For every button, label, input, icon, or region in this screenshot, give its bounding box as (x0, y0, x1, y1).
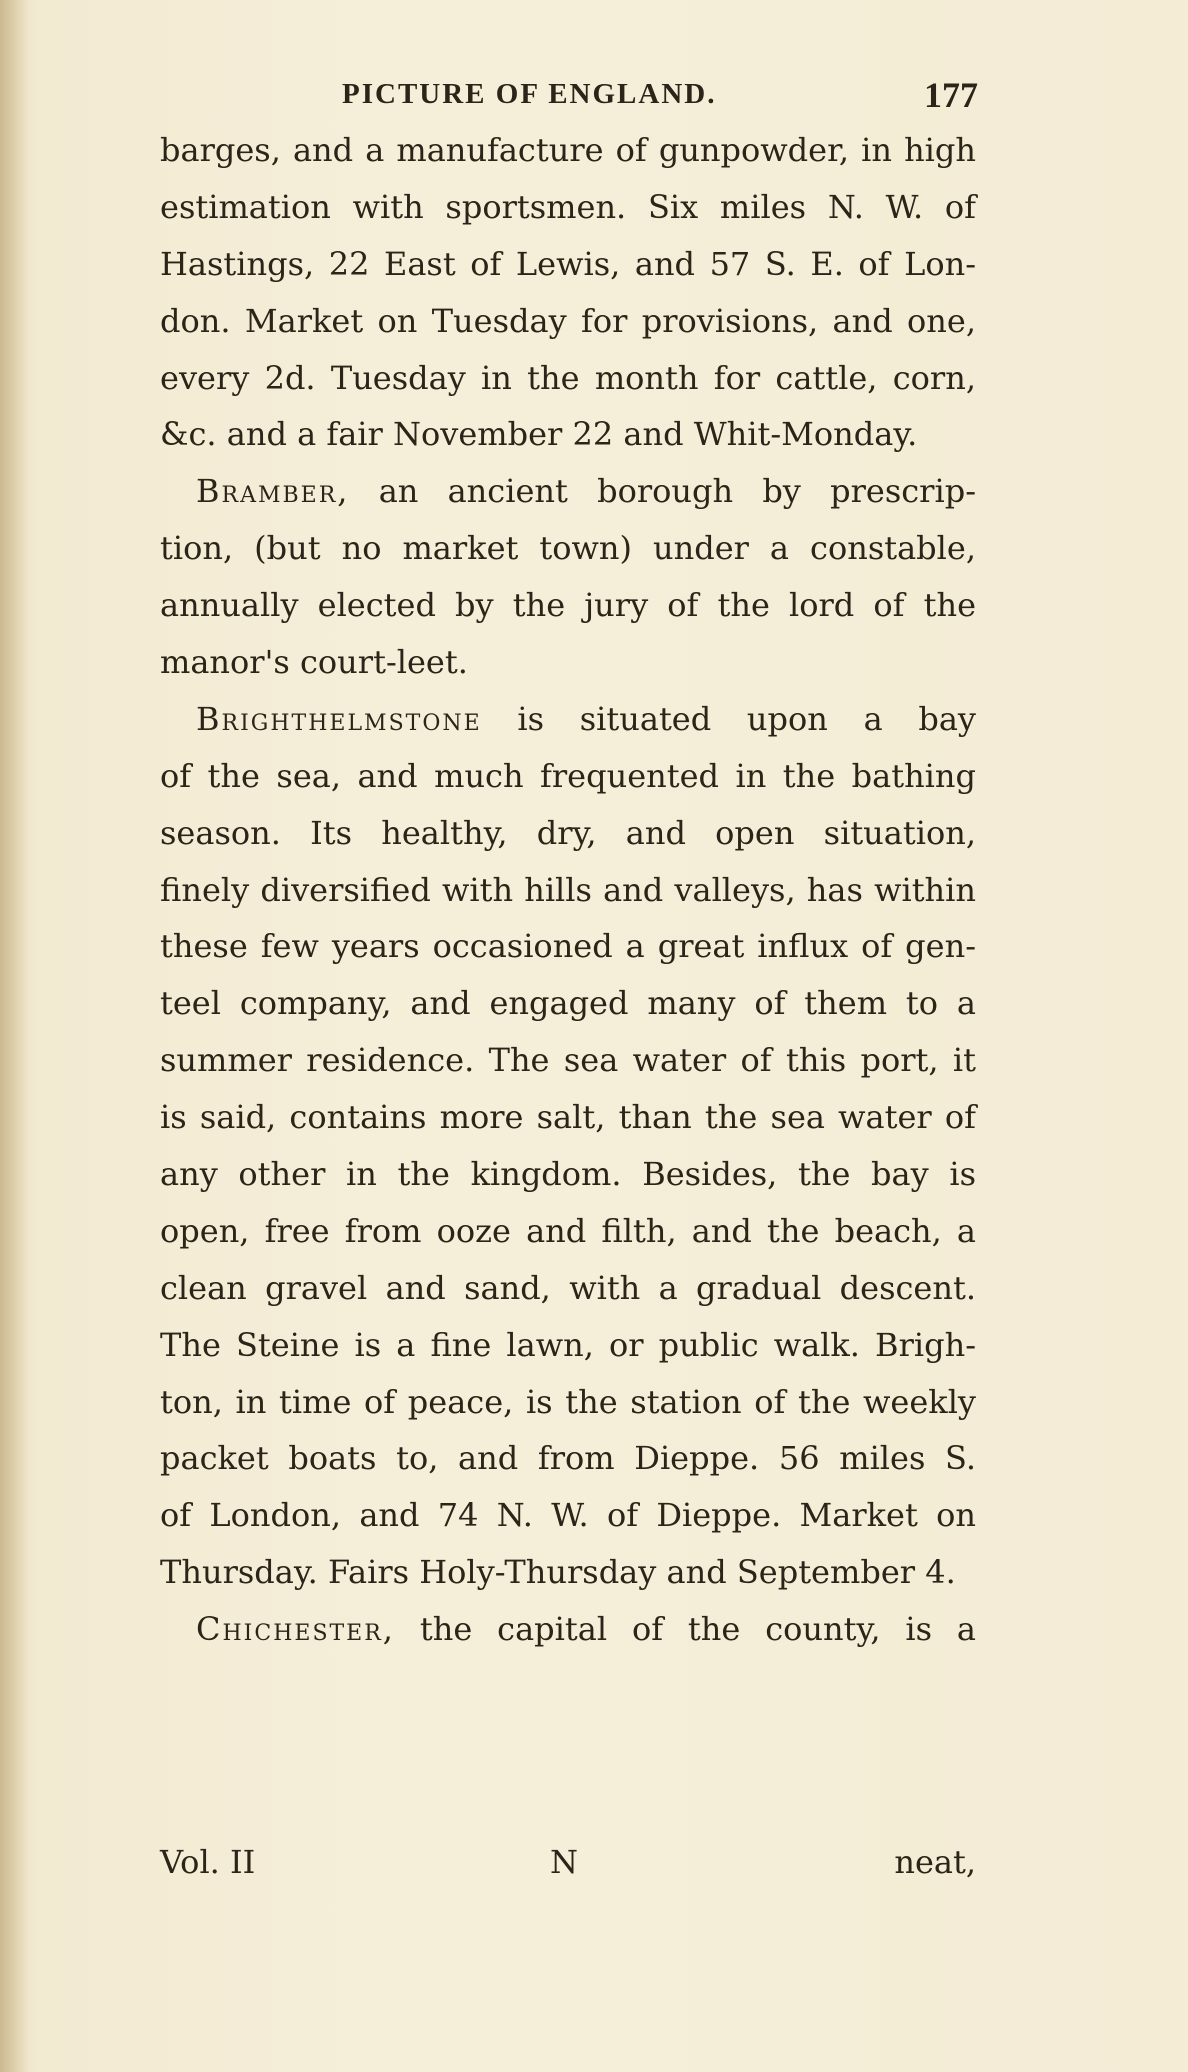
text-line (160, 236, 976, 293)
line-text: teel company, and engaged many of them to a (160, 984, 976, 1023)
entry-heading: Brighthelmstone (196, 699, 482, 738)
text-line (160, 1260, 976, 1317)
text-line (160, 691, 976, 748)
text-line (160, 293, 976, 350)
line-text: Thursday. Fairs Holy-Thursday and September 4. (160, 1553, 956, 1592)
line-text: ton, in time of peace, is the station of the weekly (160, 1382, 976, 1421)
line-text: an ancient borough by prescrip- (349, 472, 976, 511)
text-line (160, 634, 976, 691)
line-text: finely diversified with hills and valleys, has within (160, 870, 976, 909)
text-line (160, 1032, 976, 1089)
line-text: these few years occasioned a great influx of gen- (160, 927, 976, 966)
entry-heading: Bramber, (196, 472, 350, 511)
line-text: every 2d. Tuesday in the month for cattle, corn, (160, 358, 976, 397)
volume-label: Vol. II (160, 1843, 256, 1881)
line-text: barges, and a manufacture of gunpowder, in high (160, 131, 976, 169)
entry-heading: Chichester, (196, 1610, 395, 1649)
line-text: estimation with sportsmen. Six miles N. W. of (160, 187, 976, 226)
signature-mark: N (550, 1843, 578, 1881)
line-text: of London, and 74 N. W. of Dieppe. Market on (160, 1496, 976, 1535)
body-text (160, 122, 976, 1658)
text-line (160, 1374, 976, 1431)
text-line (160, 862, 976, 919)
text-line (160, 350, 976, 407)
line-text: tion, (but no market town) under a constable, (160, 529, 976, 568)
text-line (160, 179, 976, 236)
line-text: is said, contains more salt, than the sea water of (160, 1098, 976, 1137)
line-text: open, free from ooze and filth, and the beach, a (160, 1211, 976, 1250)
text-line (160, 1544, 976, 1601)
line-text: Hastings, 22 East of Lewis, and 57 S. E. of Lon- (160, 244, 976, 283)
text-line (160, 748, 976, 805)
running-title: PICTURE OF ENGLAND. (342, 78, 717, 110)
line-text: clean gravel and sand, with a gradual descent. (160, 1268, 976, 1307)
line-text: any other in the kingdom. Besides, the bay is (160, 1155, 976, 1194)
text-line (160, 577, 976, 634)
catchword: neat, (894, 1843, 976, 1881)
line-text: The Steine is a fine lawn, or public walk. Brigh- (160, 1325, 976, 1364)
line-text: of the sea, and much frequented in the bathing (160, 756, 976, 795)
line-text: season. Its healthy, dry, and open situation, (160, 813, 976, 852)
running-head (0, 75, 1188, 122)
line-text: &c. and a fair November 22 and Whit-Monday. (160, 415, 918, 454)
line-text: the capital of the county, is a (394, 1610, 976, 1649)
text-line (160, 1317, 976, 1374)
text-line (160, 1430, 976, 1487)
text-line (160, 520, 976, 577)
line-text: annually elected by the jury of the lord of the (160, 586, 976, 625)
line-text: packet boats to, and from Dieppe. 56 miles S. (160, 1439, 976, 1478)
text-line (160, 1146, 976, 1203)
line-text: summer residence. The sea water of this port, it (160, 1041, 976, 1080)
text-line (160, 1203, 976, 1260)
line-text: don. Market on Tuesday for provisions, and one, (160, 301, 976, 340)
text-line (160, 406, 976, 463)
text-line (160, 1089, 976, 1146)
text-line (160, 918, 976, 975)
text-line (160, 463, 976, 520)
line-text: is situated upon a bay (481, 699, 976, 738)
text-line (160, 805, 976, 862)
page-footer (160, 1834, 976, 1890)
page-number: 177 (924, 75, 978, 115)
text-line (160, 122, 976, 179)
gutter-shadow (0, 0, 28, 2072)
text-line (160, 975, 976, 1032)
line-text: manor's court-leet. (160, 643, 468, 682)
text-line (160, 1601, 976, 1658)
text-line (160, 1487, 976, 1544)
